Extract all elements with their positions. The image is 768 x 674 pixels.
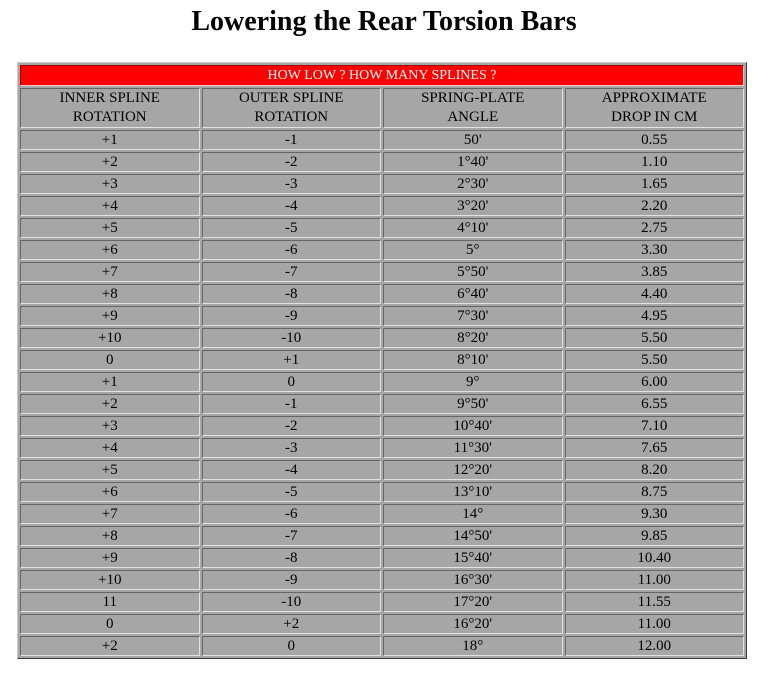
table-row: [20, 130, 744, 150]
spring-plate-angle-cell: 15°40': [383, 548, 563, 568]
drop-cm-cell: 8.75: [565, 482, 745, 502]
outer-spline-cell: +1: [202, 350, 382, 370]
drop-cm-cell: 4.40: [565, 284, 745, 304]
drop-cm-cell: 1.65: [565, 174, 745, 194]
table-row: [20, 284, 744, 304]
splines-table: [18, 63, 746, 658]
spring-plate-angle-cell: 9°: [383, 372, 563, 392]
header-outer-spline-rotation: [202, 88, 382, 128]
drop-cm-cell: 6.00: [565, 372, 745, 392]
table-row: [20, 592, 744, 612]
table-row: [20, 262, 744, 282]
spring-plate-angle-cell: 17°20': [383, 592, 563, 612]
table-row: [20, 174, 744, 194]
outer-spline-cell: -4: [202, 460, 382, 480]
outer-spline-cell: -6: [202, 504, 382, 524]
inner-spline-cell: 0: [20, 614, 200, 634]
banner-row: [20, 65, 744, 86]
inner-spline-cell: +8: [20, 284, 200, 304]
drop-cm-cell: 2.75: [565, 218, 745, 238]
drop-cm-cell: 5.50: [565, 350, 745, 370]
outer-spline-cell: -6: [202, 240, 382, 260]
inner-spline-cell: +1: [20, 130, 200, 150]
header-inner-spline-rotation: [20, 88, 200, 128]
drop-cm-cell: 7.65: [565, 438, 745, 458]
spring-plate-angle-cell: 4°10': [383, 218, 563, 238]
table-row: [20, 460, 744, 480]
spring-plate-angle-cell: 8°10': [383, 350, 563, 370]
header-line: ANGLE: [447, 109, 499, 125]
drop-cm-cell: 9.85: [565, 526, 745, 546]
outer-spline-cell: -5: [202, 218, 382, 238]
drop-cm-cell: 7.10: [565, 416, 745, 436]
spring-plate-angle-cell: 50': [383, 130, 563, 150]
outer-spline-cell: -8: [202, 284, 382, 304]
inner-spline-cell: +5: [20, 218, 200, 238]
drop-cm-cell: 3.85: [565, 262, 745, 282]
spring-plate-angle-cell: 5°50': [383, 262, 563, 282]
inner-spline-cell: +2: [20, 636, 200, 656]
inner-spline-cell: +1: [20, 372, 200, 392]
inner-spline-cell: +4: [20, 196, 200, 216]
outer-spline-cell: -7: [202, 526, 382, 546]
drop-cm-cell: 2.20: [565, 196, 745, 216]
table-row: [20, 306, 744, 326]
table-row: [20, 328, 744, 348]
drop-cm-cell: 10.40: [565, 548, 745, 568]
spring-plate-angle-cell: 8°20': [383, 328, 563, 348]
inner-spline-cell: +5: [20, 460, 200, 480]
table-banner: HOW LOW ? HOW MANY SPLINES ?: [20, 65, 744, 86]
outer-spline-cell: -1: [202, 130, 382, 150]
header-approximate-drop: [565, 88, 745, 128]
header-line: ROTATION: [254, 109, 329, 125]
spring-plate-angle-cell: 9°50': [383, 394, 563, 414]
drop-cm-cell: 11.00: [565, 614, 745, 634]
spring-plate-angle-cell: 12°20': [383, 460, 563, 480]
spring-plate-angle-cell: 10°40': [383, 416, 563, 436]
inner-spline-cell: +7: [20, 504, 200, 524]
spring-plate-angle-cell: 13°10': [383, 482, 563, 502]
drop-cm-cell: 4.95: [565, 306, 745, 326]
table-row: [20, 548, 744, 568]
outer-spline-cell: -10: [202, 592, 382, 612]
table-body: [20, 130, 744, 656]
table-row: [20, 394, 744, 414]
header-line: SPRING-PLATE: [421, 90, 525, 106]
spring-plate-angle-cell: 14°50': [383, 526, 563, 546]
inner-spline-cell: +9: [20, 306, 200, 326]
table-row: [20, 372, 744, 392]
table-row: [20, 504, 744, 524]
spring-plate-angle-cell: 7°30': [383, 306, 563, 326]
outer-spline-cell: -10: [202, 328, 382, 348]
spring-plate-angle-cell: 18°: [383, 636, 563, 656]
inner-spline-cell: +6: [20, 240, 200, 260]
inner-spline-cell: +6: [20, 482, 200, 502]
header-line: ROTATION: [72, 109, 147, 125]
inner-spline-cell: +3: [20, 416, 200, 436]
outer-spline-cell: -8: [202, 548, 382, 568]
spring-plate-angle-cell: 6°40': [383, 284, 563, 304]
outer-spline-cell: -3: [202, 438, 382, 458]
drop-cm-cell: 8.20: [565, 460, 745, 480]
outer-spline-cell: -9: [202, 570, 382, 590]
outer-spline-cell: 0: [202, 372, 382, 392]
inner-spline-cell: +10: [20, 570, 200, 590]
table-row: [20, 526, 744, 546]
header-line: APPROXIMATE: [601, 90, 707, 106]
header-row: [20, 88, 744, 128]
drop-cm-cell: 0.55: [565, 130, 745, 150]
inner-spline-cell: +2: [20, 152, 200, 172]
drop-cm-cell: 5.50: [565, 328, 745, 348]
outer-spline-cell: -1: [202, 394, 382, 414]
spring-plate-angle-cell: 16°20': [383, 614, 563, 634]
table-row: [20, 570, 744, 590]
outer-spline-cell: -5: [202, 482, 382, 502]
table-row: [20, 482, 744, 502]
drop-cm-cell: 3.30: [565, 240, 745, 260]
table-row: [20, 614, 744, 634]
header-line: INNER SPLINE: [59, 90, 160, 106]
header-line: OUTER SPLINE: [238, 90, 344, 106]
drop-cm-cell: 12.00: [565, 636, 745, 656]
spring-plate-angle-cell: 11°30': [383, 438, 563, 458]
drop-cm-cell: 11.00: [565, 570, 745, 590]
drop-cm-cell: 1.10: [565, 152, 745, 172]
inner-spline-cell: +3: [20, 174, 200, 194]
table-row: [20, 196, 744, 216]
spring-plate-angle-cell: 16°30': [383, 570, 563, 590]
table-row: [20, 350, 744, 370]
outer-spline-cell: -4: [202, 196, 382, 216]
spring-plate-angle-cell: 2°30': [383, 174, 563, 194]
outer-spline-cell: 0: [202, 636, 382, 656]
spring-plate-angle-cell: 5°: [383, 240, 563, 260]
outer-spline-cell: -9: [202, 306, 382, 326]
table-row: [20, 636, 744, 656]
spring-plate-angle-cell: 14°: [383, 504, 563, 524]
outer-spline-cell: -3: [202, 174, 382, 194]
inner-spline-cell: +2: [20, 394, 200, 414]
table-row: [20, 438, 744, 458]
inner-spline-cell: +7: [20, 262, 200, 282]
header-spring-plate-angle: [383, 88, 563, 128]
outer-spline-cell: +2: [202, 614, 382, 634]
header-line: DROP IN CM: [611, 109, 698, 125]
drop-cm-cell: 11.55: [565, 592, 745, 612]
table-row: [20, 218, 744, 238]
table-row: [20, 240, 744, 260]
inner-spline-cell: 0: [20, 350, 200, 370]
page-title: Lowering the Rear Torsion Bars: [191, 6, 577, 37]
drop-cm-cell: 9.30: [565, 504, 745, 524]
outer-spline-cell: -7: [202, 262, 382, 282]
outer-spline-cell: -2: [202, 416, 382, 436]
drop-cm-cell: 6.55: [565, 394, 745, 414]
inner-spline-cell: +9: [20, 548, 200, 568]
spring-plate-angle-cell: 1°40': [383, 152, 563, 172]
inner-spline-cell: +8: [20, 526, 200, 546]
inner-spline-cell: +4: [20, 438, 200, 458]
outer-spline-cell: -2: [202, 152, 382, 172]
table-row: [20, 416, 744, 436]
inner-spline-cell: 11: [20, 592, 200, 612]
table-row: [20, 152, 744, 172]
spring-plate-angle-cell: 3°20': [383, 196, 563, 216]
inner-spline-cell: +10: [20, 328, 200, 348]
